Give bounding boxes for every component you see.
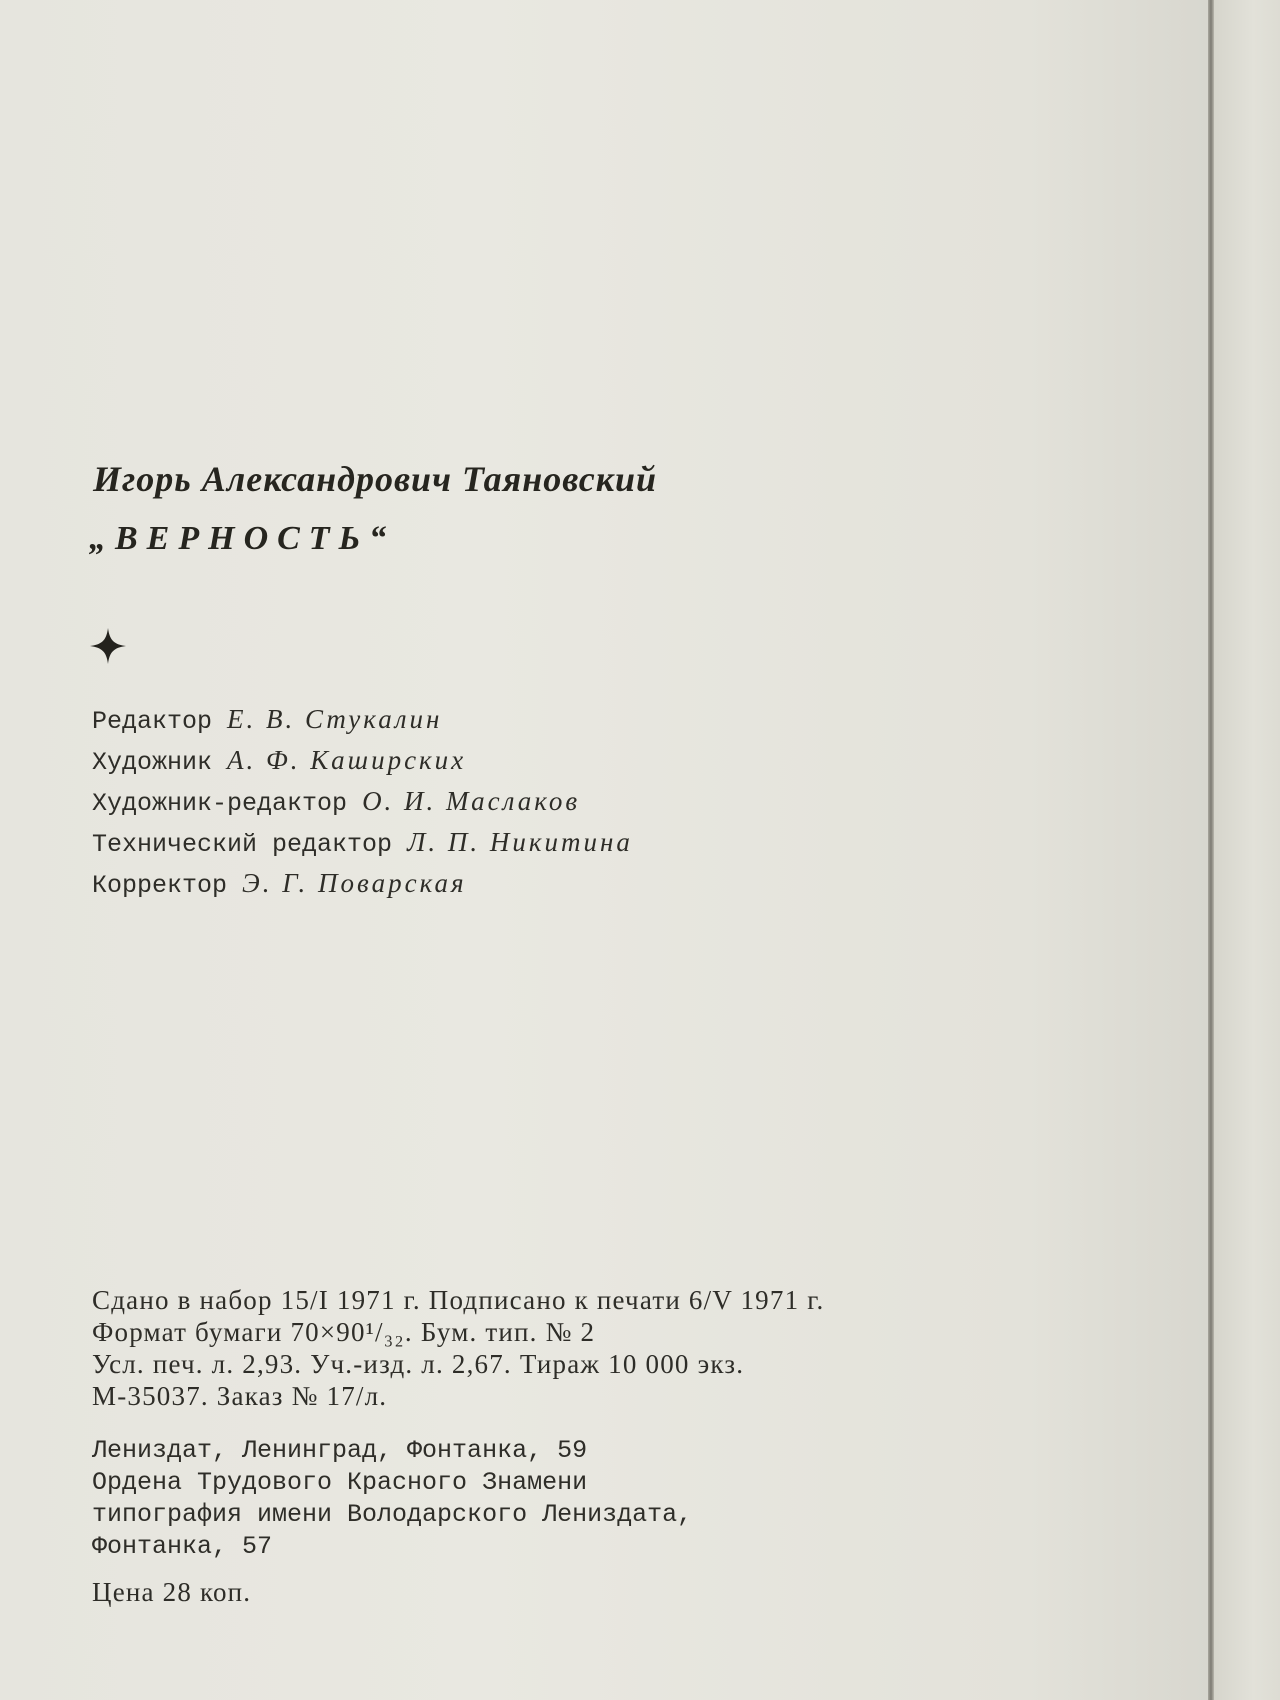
address-line: типография имени Володарского Лениздата, xyxy=(92,1500,693,1529)
credit-role: Художник xyxy=(92,748,213,777)
price: Цена 28 коп. xyxy=(92,1577,252,1607)
credit-name: Э. Г. Поварская xyxy=(242,868,467,898)
publisher-address xyxy=(92,1435,692,1563)
credit-line-proofreader xyxy=(92,864,633,905)
imprint-block xyxy=(92,1284,824,1412)
credit-role: Корректор xyxy=(92,871,228,900)
credit-name: Е. В. Стукалин xyxy=(227,704,443,734)
imprint-line: Формат бумаги 70×90¹/₃₂. Бум. тип. № 2 xyxy=(92,1317,596,1347)
book-title: „ВЕРНОСТЬ“ xyxy=(89,520,396,557)
imprint-line: Сдано в набор 15/I 1971 г. Подписано к печати 6/V 1971 г. xyxy=(92,1285,825,1315)
credit-name: А. Ф. Каширских xyxy=(227,745,467,775)
credit-line-editor xyxy=(92,700,633,741)
address-line: Лениздат, Ленинград, Фонтанка, 59 xyxy=(92,1436,588,1465)
imprint-line: Усл. печ. л. 2,93. Уч.-изд. л. 2,67. Тираж 10 000 экз. xyxy=(92,1349,745,1379)
credit-role: Редактор xyxy=(92,707,213,736)
four-point-star-icon xyxy=(88,626,128,666)
imprint-line: М-35037. Заказ № 17/л. xyxy=(92,1381,388,1411)
credit-line-technical-editor xyxy=(92,823,633,864)
address-line: Ордена Трудового Красного Знамени xyxy=(92,1468,588,1497)
credit-role: Технический редактор xyxy=(92,830,393,859)
address-line: Фонтанка, 57 xyxy=(92,1532,273,1561)
credit-name: О. И. Маслаков xyxy=(362,786,581,816)
author-name: Игорь Александрович Таяновский xyxy=(93,459,658,499)
credit-name: Л. П. Никитина xyxy=(407,827,633,857)
credit-line-artist xyxy=(92,741,633,782)
credit-role: Художник-редактор xyxy=(92,789,348,818)
credits-list xyxy=(92,700,633,905)
credit-line-art-editor xyxy=(92,782,633,823)
adjacent-page-edge xyxy=(1214,0,1280,1700)
